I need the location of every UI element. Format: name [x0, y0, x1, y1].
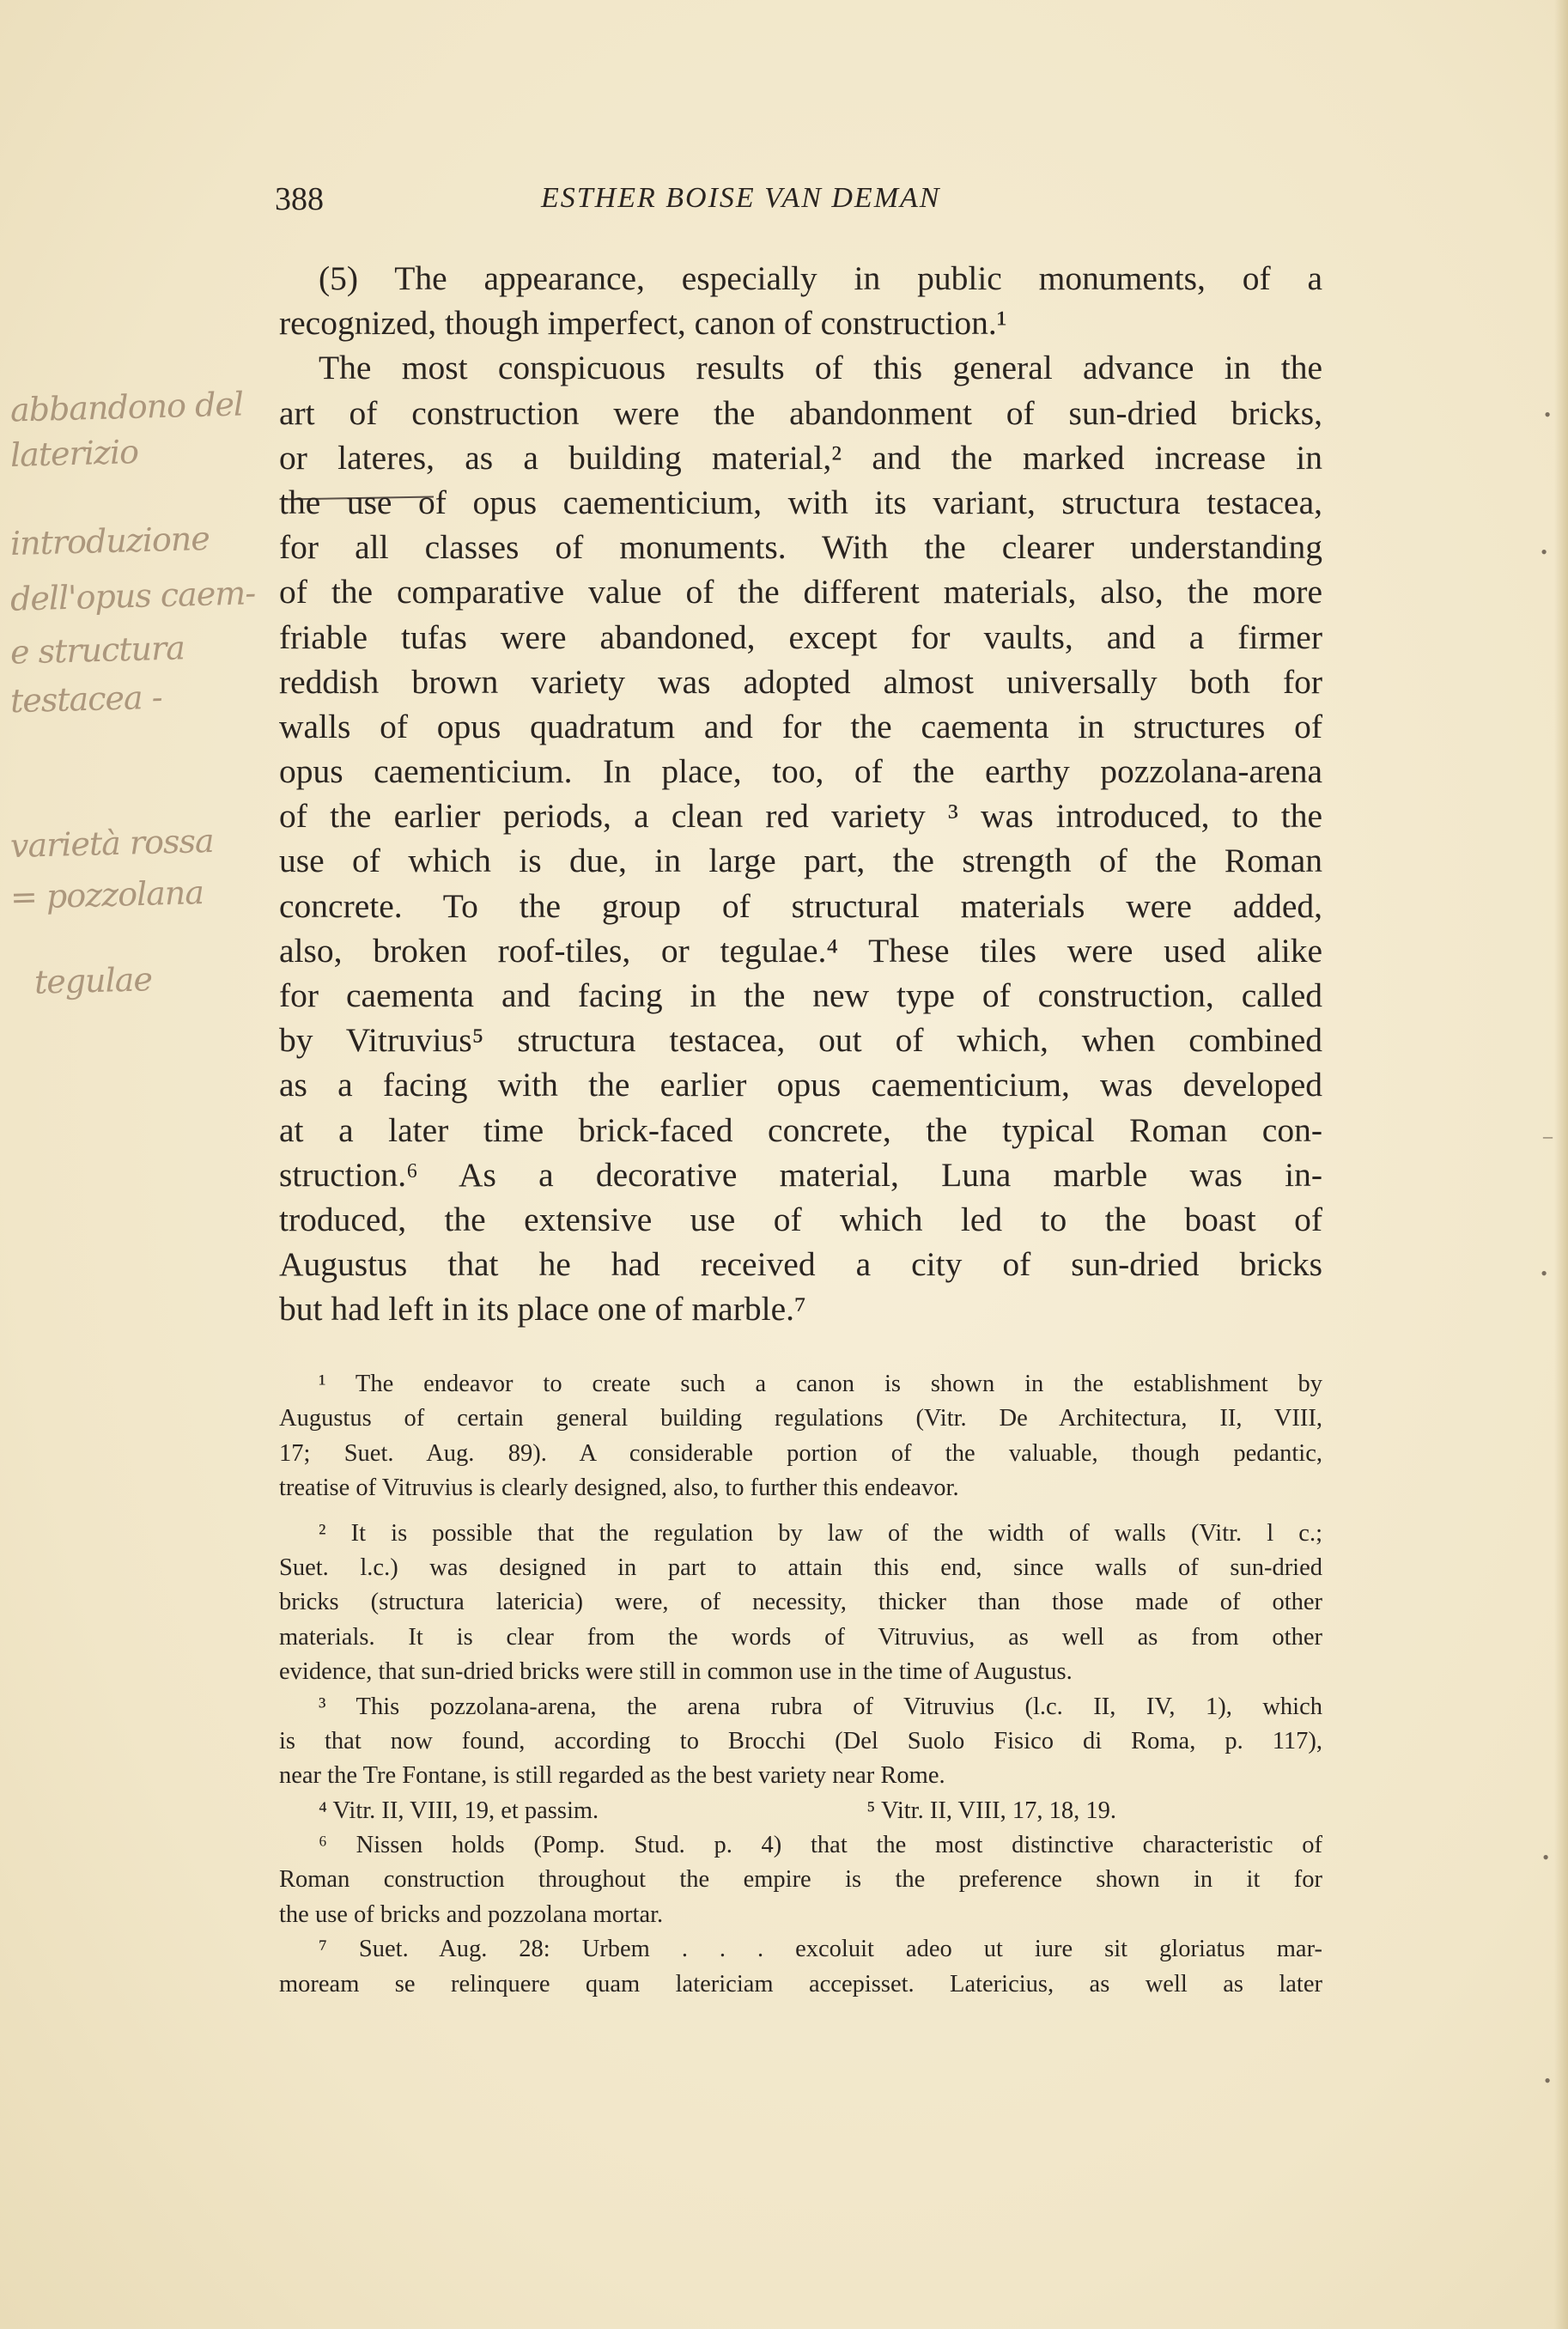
body-line: but had left in its place one of marble.⁷ — [279, 1290, 806, 1329]
running-head: ESTHER BOISE VAN DEMAN — [541, 182, 941, 214]
body-line: by Vitruvius⁵ structura testacea, out of which, when combined — [279, 1021, 1322, 1060]
page-edge-shadow — [1554, 0, 1568, 2329]
annotation-line: e structura — [9, 629, 185, 672]
footnote-line: ³ This pozzolana-arena, the arena rubra of Vitruvius (l.c. II, IV, 1), which — [319, 1693, 1322, 1720]
margin-dot: • — [1541, 1262, 1547, 1284]
body-line: of the comparative value of the different materials, also, the more — [279, 573, 1322, 611]
footnote-line: ² It is possible that the regulation by law of the width of walls (Vitr. l c.; — [319, 1519, 1322, 1547]
footnote-5: ⁵ Vitr. II, VIII, 17, 18, 19. — [866, 1797, 1116, 1824]
footnote-line: bricks (structura latericia) were, of necessity, thicker than those made of other — [279, 1589, 1322, 1616]
annotation-line: introduzione — [9, 519, 210, 563]
footnote-line: ⁶ Nissen holds (Pomp. Stud. p. 4) that the most distinctive characteristic of — [319, 1832, 1322, 1859]
body-line: opus caementicium. In place, too, of the earthy pozzolana-arena — [279, 752, 1322, 791]
annotation-line: tegulae — [33, 960, 153, 1001]
annotation-line: = pozzolana — [9, 873, 204, 916]
body-line: recognized, though imperfect, canon of construction.¹ — [279, 304, 1007, 343]
footnote-line: 17; Suet. Aug. 89). A considerable portion of the valuable, though pedantic, — [279, 1439, 1322, 1467]
footnote-line: ¹ The endeavor to create such a canon is shown in the establishment by — [319, 1371, 1322, 1397]
margin-dash: ‒ — [1543, 1125, 1553, 1146]
body-line: or lateres, as a building material,² and the marked increase in — [279, 438, 1322, 477]
annotation-line: abbandono del — [9, 385, 244, 429]
body-line: the use of opus caementicium, with its variant, structura testacea, — [279, 483, 1322, 521]
footnote-line — [279, 1794, 1322, 1828]
margin-dot: • — [1544, 2070, 1551, 2091]
body-line: art of construction were the abandonment of sun-dried bricks, — [279, 393, 1322, 432]
footnote-line: is that now found, according to Brocchi (Del Suolo Fisico di Roma, p. 117), — [279, 1727, 1322, 1754]
footnote-line: Augustus of certain general building regulations (Vitr. De Architectura, II, VIII, — [279, 1405, 1322, 1432]
footnotes — [279, 1367, 1322, 2002]
annotation-line: dell'opus caem- — [9, 574, 256, 618]
footnote-line: moream se relinquere quam latericiam accepisset. Latericius, as well as later — [279, 1970, 1322, 1998]
footnote-line: materials. It is clear from the words of Vitruvius, as well as from other — [279, 1623, 1322, 1651]
body-line: (5) The appearance, especially in public monuments, of a — [319, 259, 1322, 297]
body-line: reddish brown variety was adopted almost universally both for — [279, 662, 1322, 701]
footnote-line: ⁷ Suet. Aug. 28: Urbem . . . excoluit adeo ut iure sit gloriatus mar- — [319, 1936, 1322, 1963]
body-line: walls of opus quadratum and for the caementa in structures of — [279, 707, 1322, 745]
body-line: concrete. To the group of structural materials were added, — [279, 886, 1322, 925]
annotation-line: testacea - — [9, 678, 163, 721]
footnote-line: treatise of Vitruvius is clearly designed, also, to further this endeavor. — [279, 1475, 959, 1502]
body-line: of the earlier periods, a clean red variety ³ was introduced, to the — [279, 797, 1322, 836]
body-line: use of which is due, in large part, the strength of the Roman — [279, 842, 1322, 880]
body-line: for all classes of monuments. With the clearer understanding — [279, 528, 1322, 567]
margin-dot: • — [1544, 404, 1551, 425]
page-number: 388 — [275, 181, 324, 217]
footnote-line: Suet. l.c.) was designed in part to attain this end, since walls of sun-dried — [279, 1554, 1322, 1581]
margin-dot: • — [1541, 541, 1547, 562]
page-header — [275, 180, 1322, 232]
body-line: friable tufas were abandoned, except for vaults, and a firmer — [279, 617, 1322, 656]
footnote-line: near the Tre Fontane, is still regarded as the best variety near Rome. — [279, 1762, 945, 1790]
body-line: struction.⁶ As a decorative material, Luna marble was in- — [279, 1155, 1322, 1194]
body-line: for caementa and facing in the new type of construction, called — [279, 976, 1322, 1014]
handwritten-margin-notes — [0, 0, 275, 2329]
body-line: Augustus that he had received a city of sun-dried bricks — [279, 1245, 1322, 1284]
body-line: troduced, the extensive use of which led to the boast of — [279, 1200, 1322, 1238]
body-line: also, broken roof-tiles, or tegulae.⁴ These tiles were used alike — [279, 931, 1322, 970]
body-line: at a later time brick-faced concrete, the typical Roman con- — [279, 1110, 1322, 1149]
margin-dot: • — [1542, 1846, 1549, 1868]
footnote-4: ⁴ Vitr. II, VIII, 19, et passim. — [319, 1797, 599, 1824]
annotation-line: laterizio — [9, 433, 139, 474]
footnote-line: evidence, that sun-dried bricks were still in common use in the time of Augustus. — [279, 1658, 1073, 1686]
body-line: as a facing with the earlier opus caementicium, was developed — [279, 1066, 1322, 1104]
body-text — [279, 256, 1322, 1332]
body-line: The most conspicuous results of this general advance in the — [319, 349, 1322, 387]
footnote-line: Roman construction throughout the empire is the preference shown in it for — [279, 1866, 1322, 1894]
footnote-line: the use of bricks and pozzolana mortar. — [279, 1900, 664, 1928]
annotation-line: varietà rossa — [9, 821, 215, 866]
